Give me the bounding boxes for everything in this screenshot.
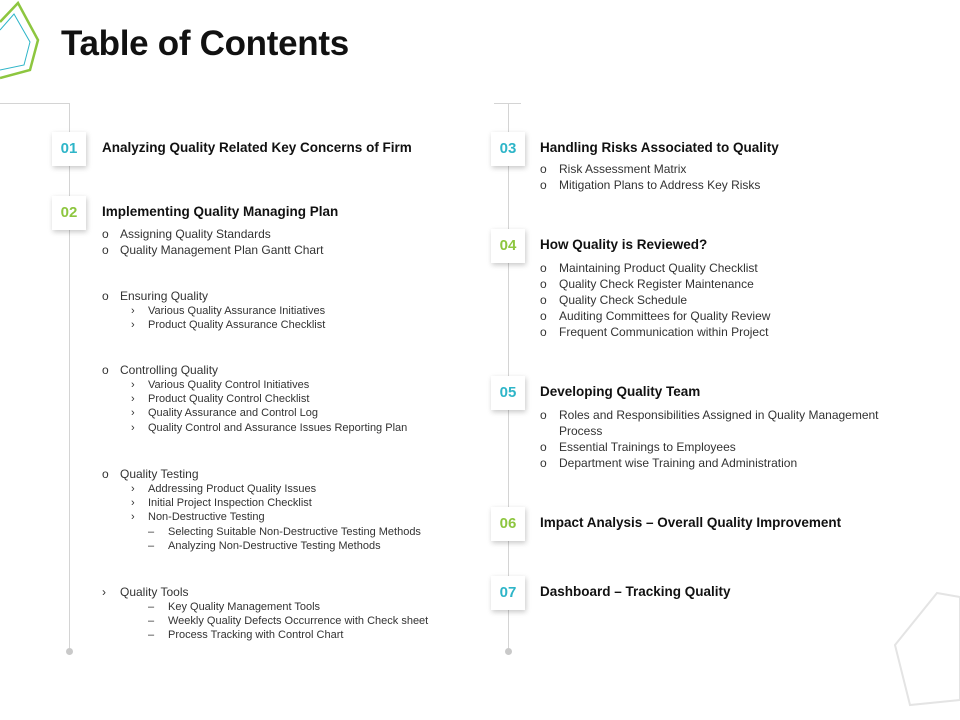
section-heading: Impact Analysis – Overall Quality Improvement bbox=[540, 515, 842, 530]
page-title: Table of Contents bbox=[61, 24, 349, 63]
section-number-badge: 06 bbox=[491, 507, 525, 541]
section-number-badge: 07 bbox=[491, 576, 525, 610]
corner-decoration-top-left bbox=[0, 0, 50, 90]
timeline-right-end-dot bbox=[505, 648, 512, 655]
timeline-left bbox=[69, 103, 70, 651]
section-heading: Dashboard – Tracking Quality bbox=[540, 584, 731, 599]
section-number-badge: 02 bbox=[52, 196, 86, 230]
corner-decoration-bottom-right bbox=[875, 585, 960, 720]
section-heading: Implementing Quality Managing Plan bbox=[102, 204, 339, 219]
section-number-badge: 01 bbox=[52, 132, 86, 166]
section-number-badge: 04 bbox=[491, 229, 525, 263]
timeline-left-top-bar bbox=[0, 103, 69, 104]
section-number-badge: 05 bbox=[491, 376, 525, 410]
section-number-badge: 03 bbox=[491, 132, 525, 166]
section-heading: Developing Quality Team bbox=[540, 384, 701, 399]
gray-hexagon-outline bbox=[895, 593, 960, 705]
section-heading: Handling Risks Associated to Quality bbox=[540, 140, 779, 155]
section-heading: Analyzing Quality Related Key Concerns of Firm bbox=[102, 140, 412, 155]
green-hexagon-outline bbox=[0, 3, 38, 78]
section-heading: How Quality is Reviewed? bbox=[540, 237, 708, 252]
teal-hexagon-outline bbox=[0, 14, 30, 70]
timeline-left-end-dot bbox=[66, 648, 73, 655]
